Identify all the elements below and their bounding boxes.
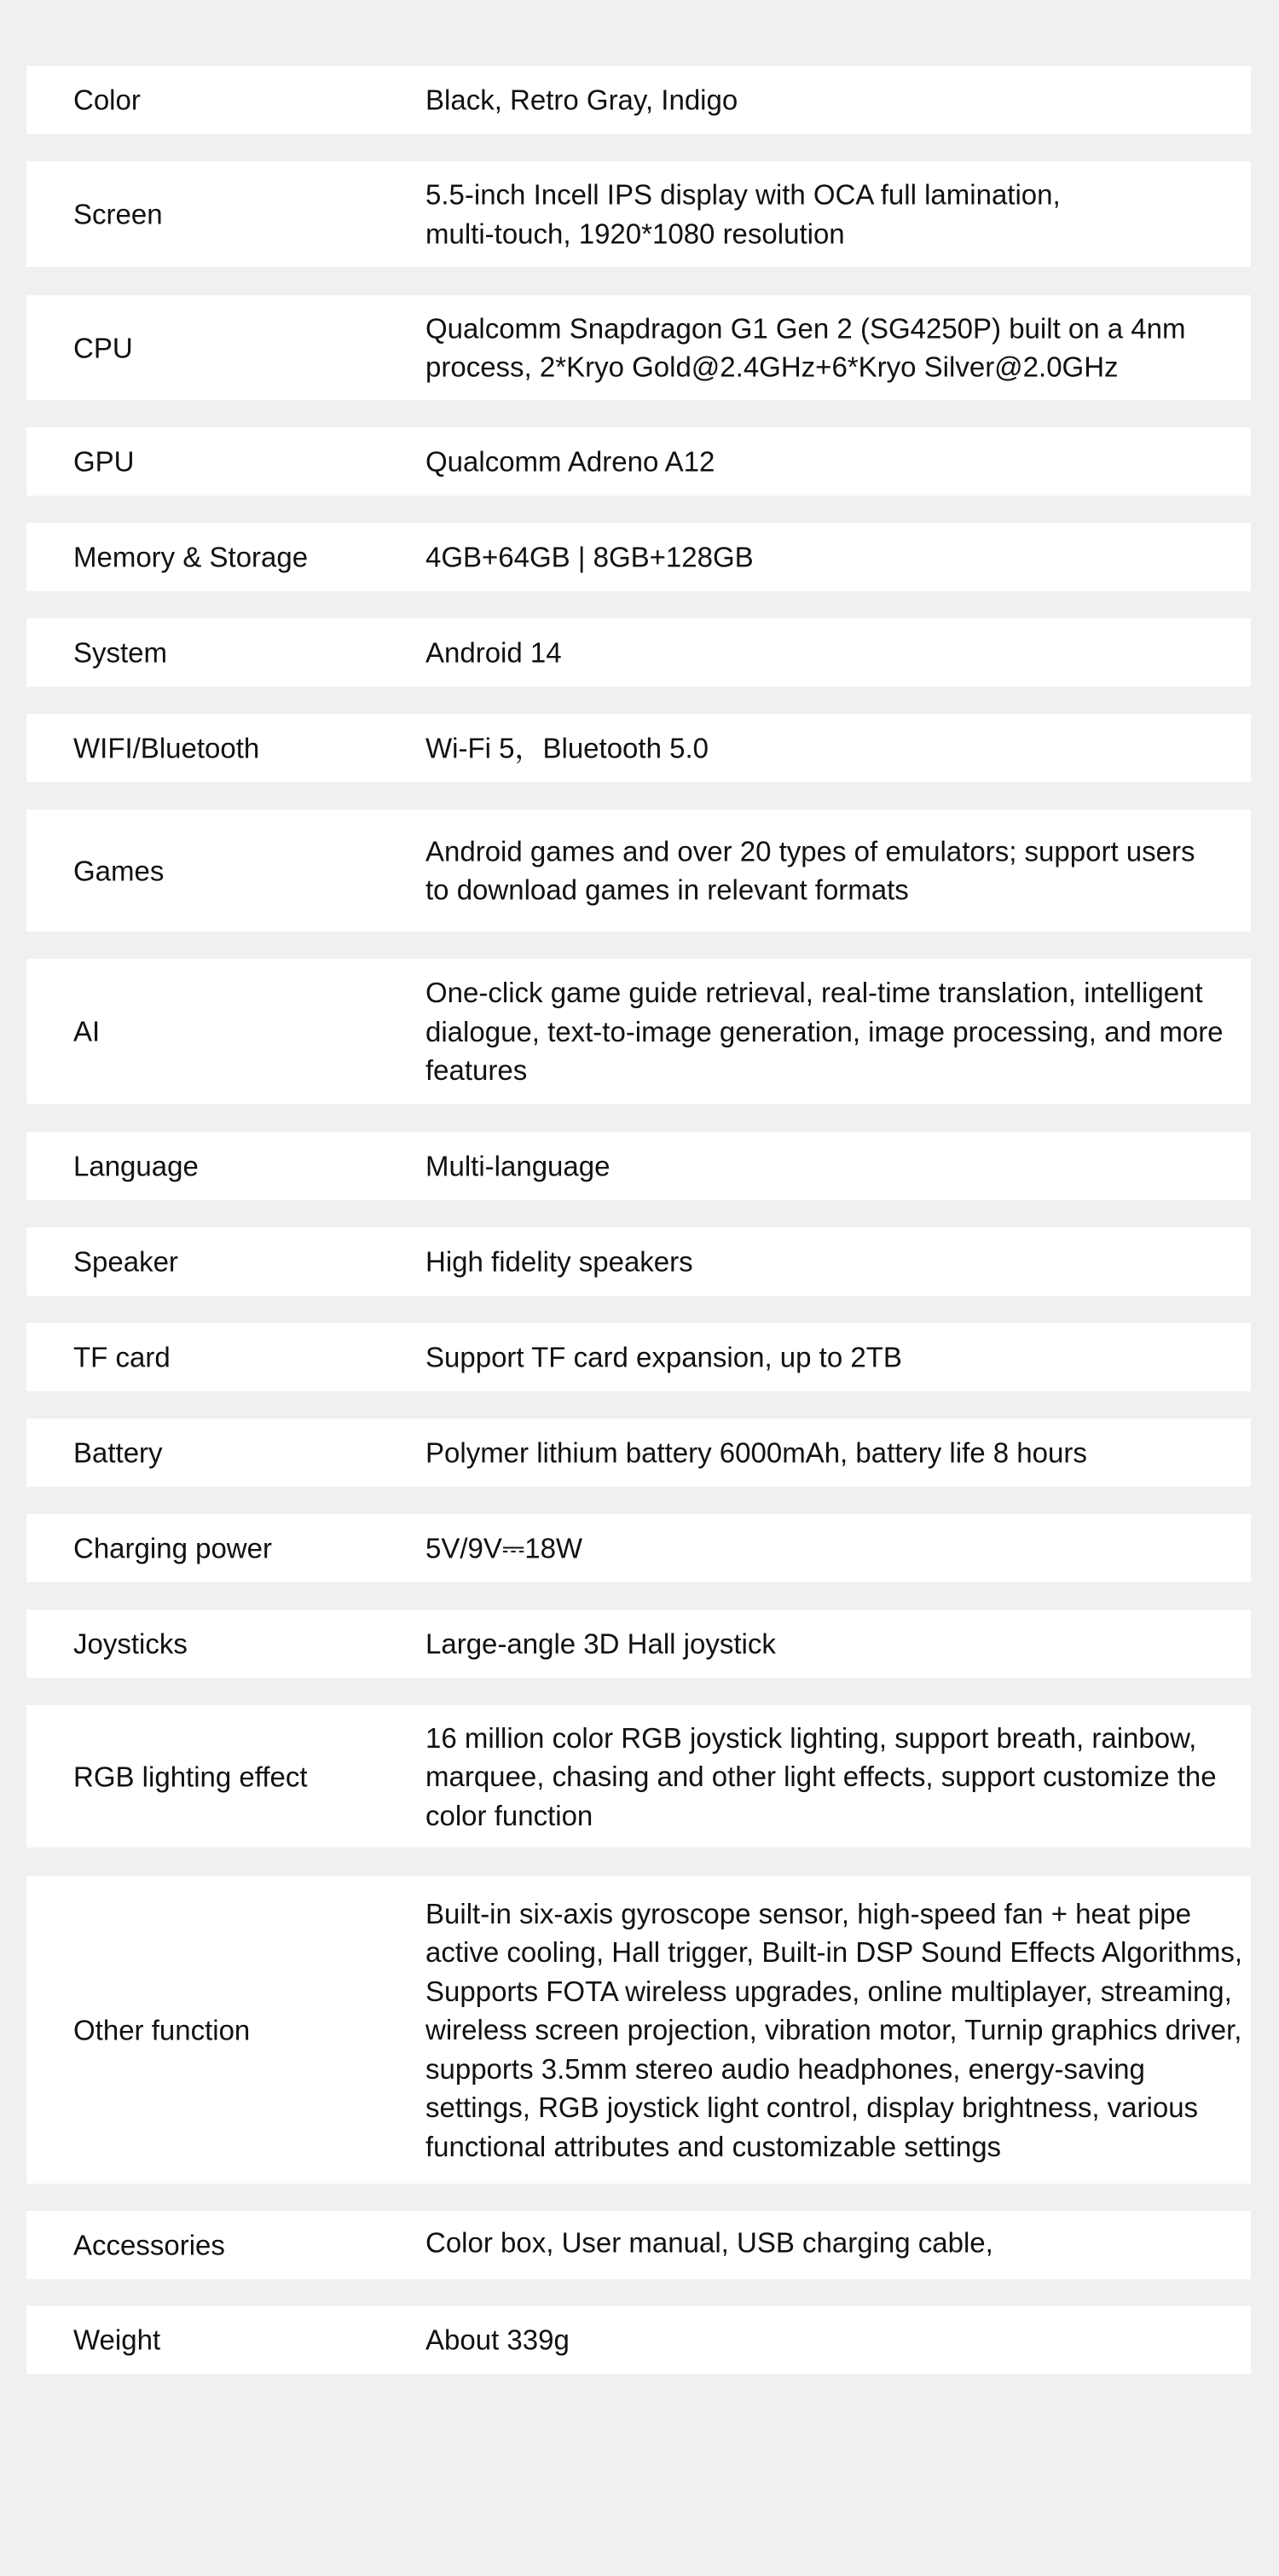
spec-row-rgb-lighting-effect bbox=[26, 1705, 1251, 1848]
spec-label: Screen bbox=[73, 198, 163, 230]
spec-label: Color bbox=[73, 84, 141, 116]
spec-label: Accessories bbox=[73, 2229, 225, 2261]
spec-value: Support TF card expansion, up to 2TB bbox=[425, 1341, 902, 1373]
spec-value: Qualcomm Snapdragon G1 Gen 2 (SG4250P) built on a 4nm process, 2*Kryo Gold@2.4GHz+6*Kryo Silver@2.0GHz bbox=[425, 312, 1186, 383]
spec-row-speaker bbox=[26, 1227, 1251, 1296]
spec-row-cpu bbox=[26, 295, 1251, 400]
spec-row-system bbox=[26, 618, 1251, 687]
spec-label: RGB lighting effect bbox=[73, 1761, 308, 1792]
spec-row-other-function bbox=[26, 1876, 1251, 2184]
spec-label: AI bbox=[73, 1015, 101, 1047]
spec-label: Charging power bbox=[73, 1532, 272, 1564]
spec-value: 4GB+64GB | 8GB+128GB bbox=[425, 541, 754, 573]
spec-row-battery bbox=[26, 1419, 1251, 1487]
spec-value: Built-in six-axis gyroscope sensor, high-speed fan + heat pipe active cooling, Hall trigger, Built-in DSP Sound Effects Algorithms, Supports FOTA wireless upgrades, online multiplayer, streaming, wireless screen projection, vibration motor, Turnip graphics driver, supports 3.5mm stereo audio headphones, energy-saving settings, RGB joystick light control, display brightness, various functional attributes and customizable settings bbox=[425, 1897, 1243, 2162]
spec-value: Black, Retro Gray, Indigo bbox=[425, 84, 738, 116]
spec-value: Android games and over 20 types of emulators; support users to download games in relevant formats bbox=[425, 835, 1195, 906]
spec-row-wifi-bluetooth bbox=[26, 714, 1251, 782]
spec-value: One-click game guide retrieval, real-time translation, intelligent dialogue, text-to-image generation, image processing, and more features bbox=[425, 976, 1224, 1086]
spec-value: 5.5-inch Incell IPS display with OCA full lamination, multi-touch, 1920*1080 resolution bbox=[425, 178, 1061, 249]
spec-row-screen bbox=[26, 161, 1251, 267]
spec-value: Color box, User manual, USB charging cable, bbox=[425, 2226, 993, 2259]
spec-label: System bbox=[73, 636, 168, 669]
spec-value: Wi-Fi 5，Bluetooth 5.0 bbox=[425, 732, 709, 764]
spec-row-color bbox=[26, 66, 1251, 134]
spec-label: Games bbox=[73, 855, 165, 886]
spec-row-memory-storage bbox=[26, 523, 1251, 591]
spec-value: Qualcomm Adreno A12 bbox=[425, 445, 715, 478]
spec-label: Other function bbox=[73, 2014, 251, 2045]
spec-row-games bbox=[26, 809, 1251, 931]
spec-value: Large-angle 3D Hall joystick bbox=[425, 1627, 776, 1660]
spec-value: 5V/9V⎓18W bbox=[425, 1532, 583, 1564]
spec-row-weight bbox=[26, 2306, 1251, 2374]
spec-row-accessories bbox=[26, 2211, 1251, 2279]
spec-label: Joysticks bbox=[73, 1627, 188, 1660]
spec-row-ai bbox=[26, 959, 1251, 1104]
spec-label: Memory & Storage bbox=[73, 541, 309, 573]
spec-label: GPU bbox=[73, 445, 135, 478]
spec-value: Android 14 bbox=[425, 636, 562, 669]
spec-value: 16 million color RGB joystick lighting, support breath, rainbow, marquee, chasing and other light effects, support customize the color function bbox=[425, 1721, 1217, 1831]
spec-row-charging-power bbox=[26, 1514, 1251, 1582]
spec-value: High fidelity speakers bbox=[425, 1245, 693, 1278]
spec-label: Speaker bbox=[73, 1245, 178, 1278]
spec-value: About 339g bbox=[425, 2324, 570, 2356]
spec-label: Language bbox=[73, 1150, 199, 1182]
spec-row-tf-card bbox=[26, 1323, 1251, 1391]
spec-label: Battery bbox=[73, 1436, 163, 1469]
spec-row-joysticks bbox=[26, 1610, 1251, 1678]
spec-value: Polymer lithium battery 6000mAh, battery life 8 hours bbox=[425, 1436, 1087, 1469]
spec-row-gpu bbox=[26, 427, 1251, 496]
spec-label: Weight bbox=[73, 2324, 161, 2356]
spec-label: WIFI/Bluetooth bbox=[73, 732, 260, 764]
spec-label: CPU bbox=[73, 332, 133, 363]
spec-value: Multi-language bbox=[425, 1150, 611, 1182]
spec-label: TF card bbox=[73, 1341, 171, 1373]
spec-row-language bbox=[26, 1132, 1251, 1200]
